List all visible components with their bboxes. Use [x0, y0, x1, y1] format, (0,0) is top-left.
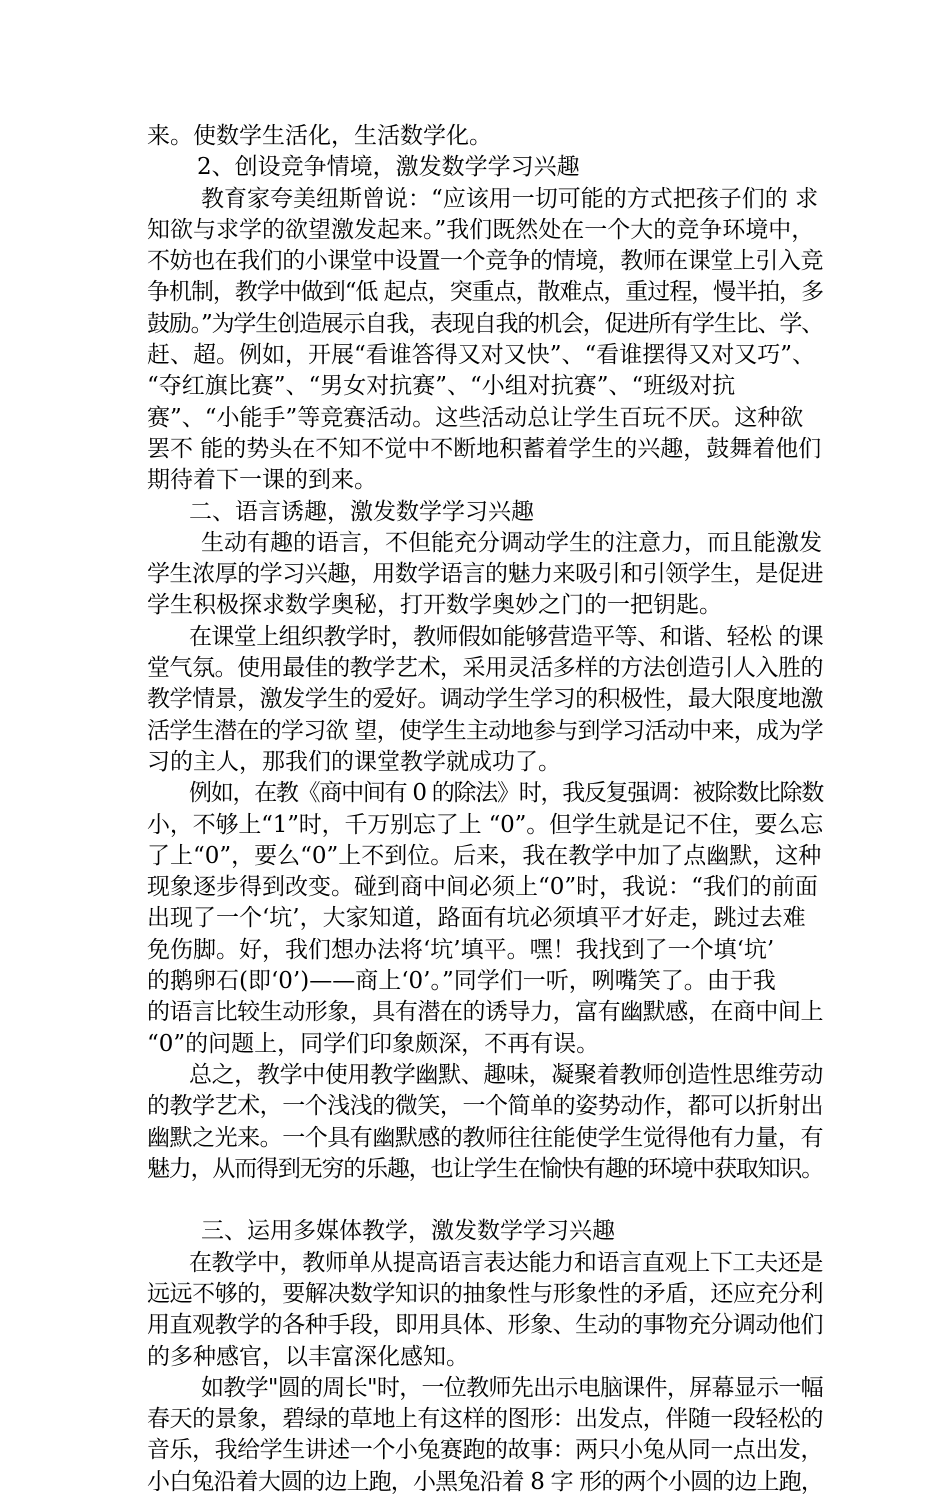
text-line: 活学生潜在的学习欲 望，使学生主动地参与到学习活动中来，成为学 [147, 717, 823, 744]
text-line: 出现了一个‘坑’，大家知道，路面有坑必须填平才好走，跳过去难 [147, 905, 806, 932]
text-line: 在教学中，教师单从提高语言表达能力和语言直观上下工夫还是 [189, 1249, 824, 1276]
text-line: 2、创设竞争情境，激发数学学习兴趣 [197, 154, 580, 181]
text-line: 免伤脚。好，我们想办法将‘坑’填平。嘿！我找到了一个填‘坑’ [147, 936, 775, 963]
text-line: 鼓励。”为学生创造展示自我，表现自我的机会，促进所有学生比、学、 [147, 310, 823, 337]
text-line: 生动有趣的语言，不但能充分调动学生的注意力，而且能激发 [201, 529, 822, 556]
text-line: 赛”、“小能手”等竞赛活动。这些活动总让学生百玩不厌。这种欲 [147, 404, 804, 431]
text-line: 如教学"圆的周长"时，一位教师先出示电脑课件，屏幕显示一幅 [201, 1374, 823, 1401]
text-line: 魅力，从而得到无穷的乐趣，也让学生在愉快有趣的环境中获取知识。 [147, 1155, 824, 1182]
text-line: 不妨也在我们的小课堂中设置一个竞争的情境，教师在课堂上引入竞 [147, 248, 824, 275]
text-line: 三、运用多媒体教学，激发数学学习兴趣 [201, 1218, 615, 1245]
text-line: 春天的景象，碧绿的草地上有这样的图形：出发点，伴随一段轻松的 [147, 1406, 824, 1433]
text-line: “夺红旗比赛”、“男女对抗赛”、“小组对抗赛”、“班级对抗 [147, 373, 736, 400]
blank-line [147, 1185, 823, 1216]
text-line: 罢不 能的势头在不知不觉中不断地积蓄着学生的兴趣，鼓舞着他们 [147, 435, 822, 462]
text-line: 小，不够上“1”时，千万别忘了上 “0”。但学生就是记不住，要么忘 [147, 811, 823, 838]
text-line: 现象逐步得到改变。碰到商中间必须上“0”时，我说：“我们的前面 [147, 874, 818, 901]
text-line: 用直观教学的各种手段，即用具体、形象、生动的事物充分调动他们 [147, 1312, 824, 1339]
text-line: 总之，教学中使用教学幽默、趣味，凝聚着教师创造性思维劳动 [189, 1061, 824, 1088]
text-line: 音乐，我给学生讲述一个小兔赛跑的故事：两只小兔从同一点出发， [147, 1437, 824, 1464]
text-line: “0”的问题上，同学们印象颇深，不再有误。 [147, 1030, 600, 1057]
text-line: 在课堂上组织教学时，教师假如能够营造平等、和谐、轻松 的课 [189, 623, 823, 650]
text-line: 期待着下一课的到来。 [147, 467, 377, 494]
text-line: 赶、超。例如，开展“看谁答得又对又快”、“看谁摆得又对又巧”、 [147, 342, 816, 369]
text-line: 远远不够的，要解决数学知识的抽象性与形象性的矛盾，还应充分利 [147, 1280, 824, 1307]
text-line: 小白兔沿着大圆的边上跑，小黑兔沿着 8 字 形的两个小圆的边上跑， [147, 1468, 823, 1495]
text-line: 学生积极探求数学奥秘，打开数学奥妙之门的一把钥匙。 [147, 592, 722, 619]
text-line: 学生浓厚的学习兴趣，用数学语言的魅力来吸引和引领学生，是促进 [147, 561, 824, 588]
text-line: 争机制，教学中做到“低 起点，突重点，散难点，重过程，慢半拍，多 [147, 279, 823, 306]
text-line: 的教学艺术，一个浅浅的微笑，一个简单的姿势动作，都可以折射出 [147, 1093, 824, 1120]
text-line: 教育家夸美纽斯曾说：“应该用一切可能的方式把孩子们的 求 [201, 185, 819, 212]
text-line: 知欲与求学的欲望激发起来。”我们既然处在一个大的竞争环境中， [147, 216, 815, 243]
text-line: 教学情景，激发学生的爱好。调动学生学习的积极性，最大限度地激 [147, 686, 824, 713]
text-line: 的语言比较生动形象，具有潜在的诱导力，富有幽默感，在商中间上 [147, 999, 824, 1026]
text-line: 习的主人，那我们的课堂教学就成功了。 [147, 748, 561, 775]
text-line: 的鹅卵石(即‘0’)——商上‘0’。”同学们一听，咧嘴笑了。由于我 [147, 968, 776, 995]
text-line: 例如，在教《商中间有 0 的除法》时，我反复强调：被除数比除数 [189, 780, 823, 807]
text-line: 的多种感官，以丰富深化感知。 [147, 1343, 469, 1370]
text-line: 堂气氛。使用最佳的教学艺术，采用灵活多样的方法创造引人入胜的 [147, 655, 824, 682]
document-page [147, 121, 823, 1498]
text-line: 来。使数学生活化，生活数学化。 [147, 123, 492, 149]
text-line: 了上“0”，要么“0”上不到位。后来，我在教学中加了点幽默，这种 [147, 842, 822, 869]
text-line: 二、语言诱趣，激发数学学习兴趣 [189, 498, 534, 525]
text-line: 幽默之光来。一个具有幽默感的教师往往能使学生觉得他有力量，有 [147, 1124, 824, 1151]
